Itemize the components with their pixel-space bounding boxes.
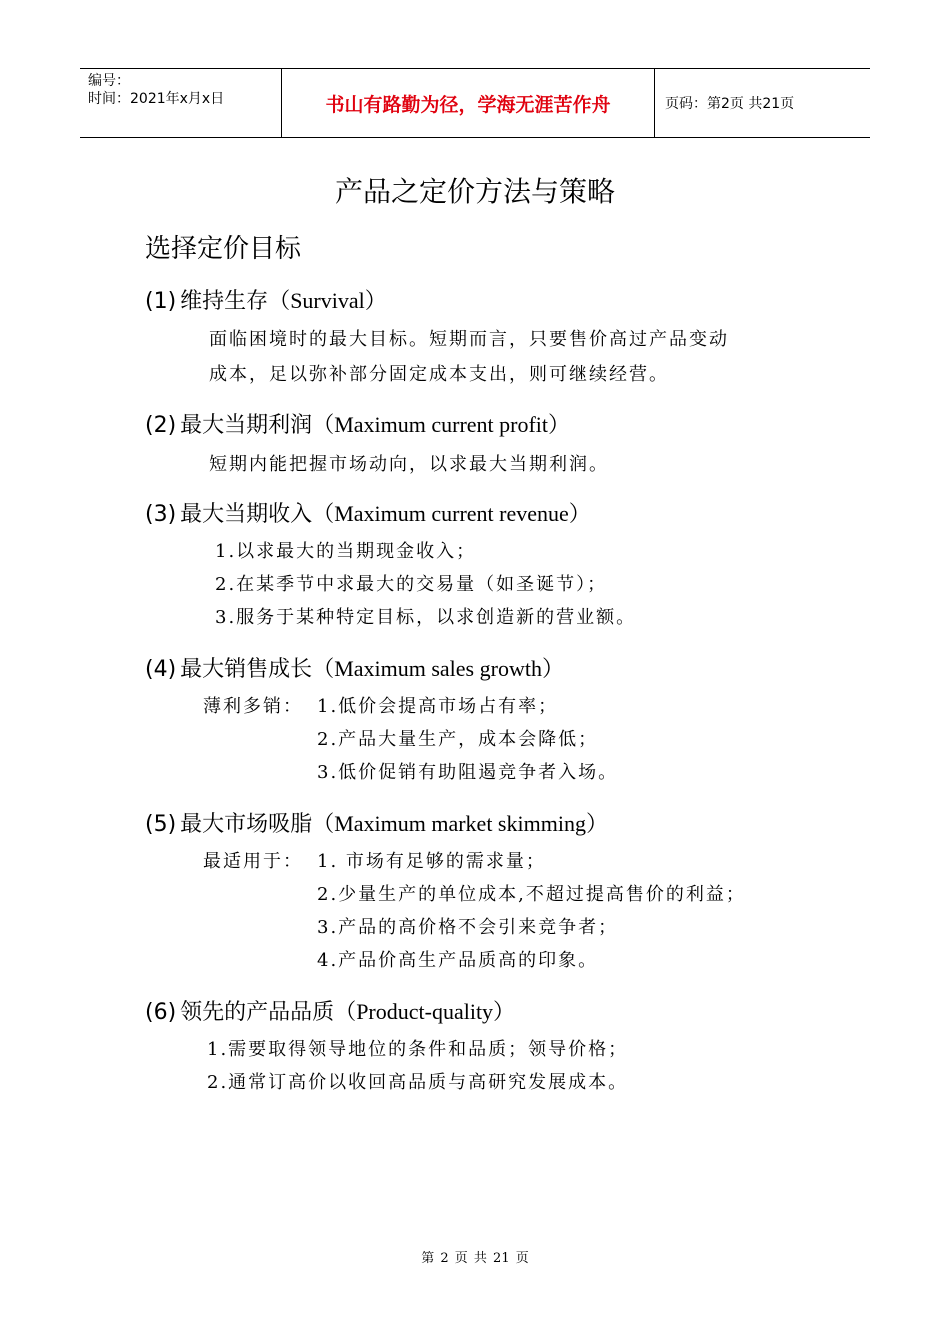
body-line: 成本，足以弥补部分固定成本支出，则可继续经营。 bbox=[209, 364, 669, 385]
list-item: 4.产品价高生产品质高的印象。 bbox=[317, 950, 599, 971]
section-heading-5 bbox=[145, 807, 608, 838]
header-motto: 书山有路勤为径，学海无涯苦作舟 bbox=[282, 69, 655, 137]
list-item: 2.产品大量生产，成本会降低； bbox=[317, 729, 599, 750]
section-number: (1) bbox=[145, 289, 177, 314]
section-subtitle: 选择定价目标 bbox=[145, 234, 302, 264]
list-item: 1.需要取得领导地位的条件和品质；领导价格； bbox=[207, 1039, 629, 1060]
section-title: 最大市场吸脂 bbox=[180, 812, 313, 837]
list-item: 3.服务于某种特定目标，以求创造新的营业额。 bbox=[215, 607, 637, 628]
list-item: 1.低价会提高市场占有率； bbox=[317, 696, 559, 717]
section-title: 领先的产品品质 bbox=[180, 1000, 335, 1025]
section-title: 最大当期利润 bbox=[180, 413, 313, 438]
list-item: 3.产品的高价格不会引来竞争者； bbox=[317, 917, 619, 938]
section-heading-1 bbox=[145, 284, 387, 315]
section-number: (3) bbox=[145, 502, 177, 527]
section-english: （Maximum current profit） bbox=[312, 412, 571, 437]
time-label: 时间：2021年x月x日 bbox=[88, 91, 225, 107]
section-english: （Product-quality） bbox=[334, 999, 516, 1024]
header-table bbox=[80, 68, 870, 138]
list-lead: 薄利多销： bbox=[203, 696, 303, 717]
list-item: 1.以求最大的当期现金收入； bbox=[215, 541, 477, 562]
list-item: 2.通常订高价以收回高品质与高研究发展成本。 bbox=[207, 1072, 629, 1093]
section-english: （Maximum current revenue） bbox=[312, 501, 591, 526]
section-number: (6) bbox=[145, 1000, 177, 1025]
list-item: 2.在某季节中求最大的交易量（如圣诞节）； bbox=[215, 574, 608, 595]
header-meta-cell bbox=[80, 69, 282, 137]
list-item: 2.少量生产的单位成本,不超过提高售价的利益； bbox=[317, 884, 746, 905]
section-english: （Survival） bbox=[268, 288, 387, 313]
section-number: (4) bbox=[145, 657, 177, 682]
section-heading-6 bbox=[145, 995, 515, 1026]
section-title: 最大销售成长 bbox=[180, 657, 313, 682]
body-line: 面临困境时的最大目标。短期而言，只要售价高过产品变动 bbox=[209, 329, 729, 350]
section-english: （Maximum market skimming） bbox=[312, 811, 608, 836]
document-title: 产品之定价方法与策略 bbox=[334, 175, 615, 208]
section-title: 最大当期收入 bbox=[180, 502, 313, 527]
header-page-info: 页码：第2页 共21页 bbox=[665, 96, 795, 112]
section-heading-2 bbox=[145, 408, 570, 439]
body-line: 短期内能把握市场动向，以求最大当期利润。 bbox=[209, 454, 609, 475]
section-heading-3 bbox=[145, 497, 591, 528]
section-number: (5) bbox=[145, 812, 177, 837]
section-number: (2) bbox=[145, 413, 177, 438]
section-title: 维持生存 bbox=[180, 289, 269, 314]
list-item: 3.低价促销有助阻遏竞争者入场。 bbox=[317, 762, 619, 783]
section-english: （Maximum sales growth） bbox=[312, 656, 564, 681]
page-footer: 第 2 页 共 21 页 bbox=[421, 1251, 529, 1266]
list-item: 1. 市场有足够的需求量； bbox=[317, 851, 546, 872]
list-lead: 最适用于： bbox=[203, 851, 303, 872]
number-label: 编号： bbox=[88, 73, 130, 89]
section-heading-4 bbox=[145, 652, 564, 683]
